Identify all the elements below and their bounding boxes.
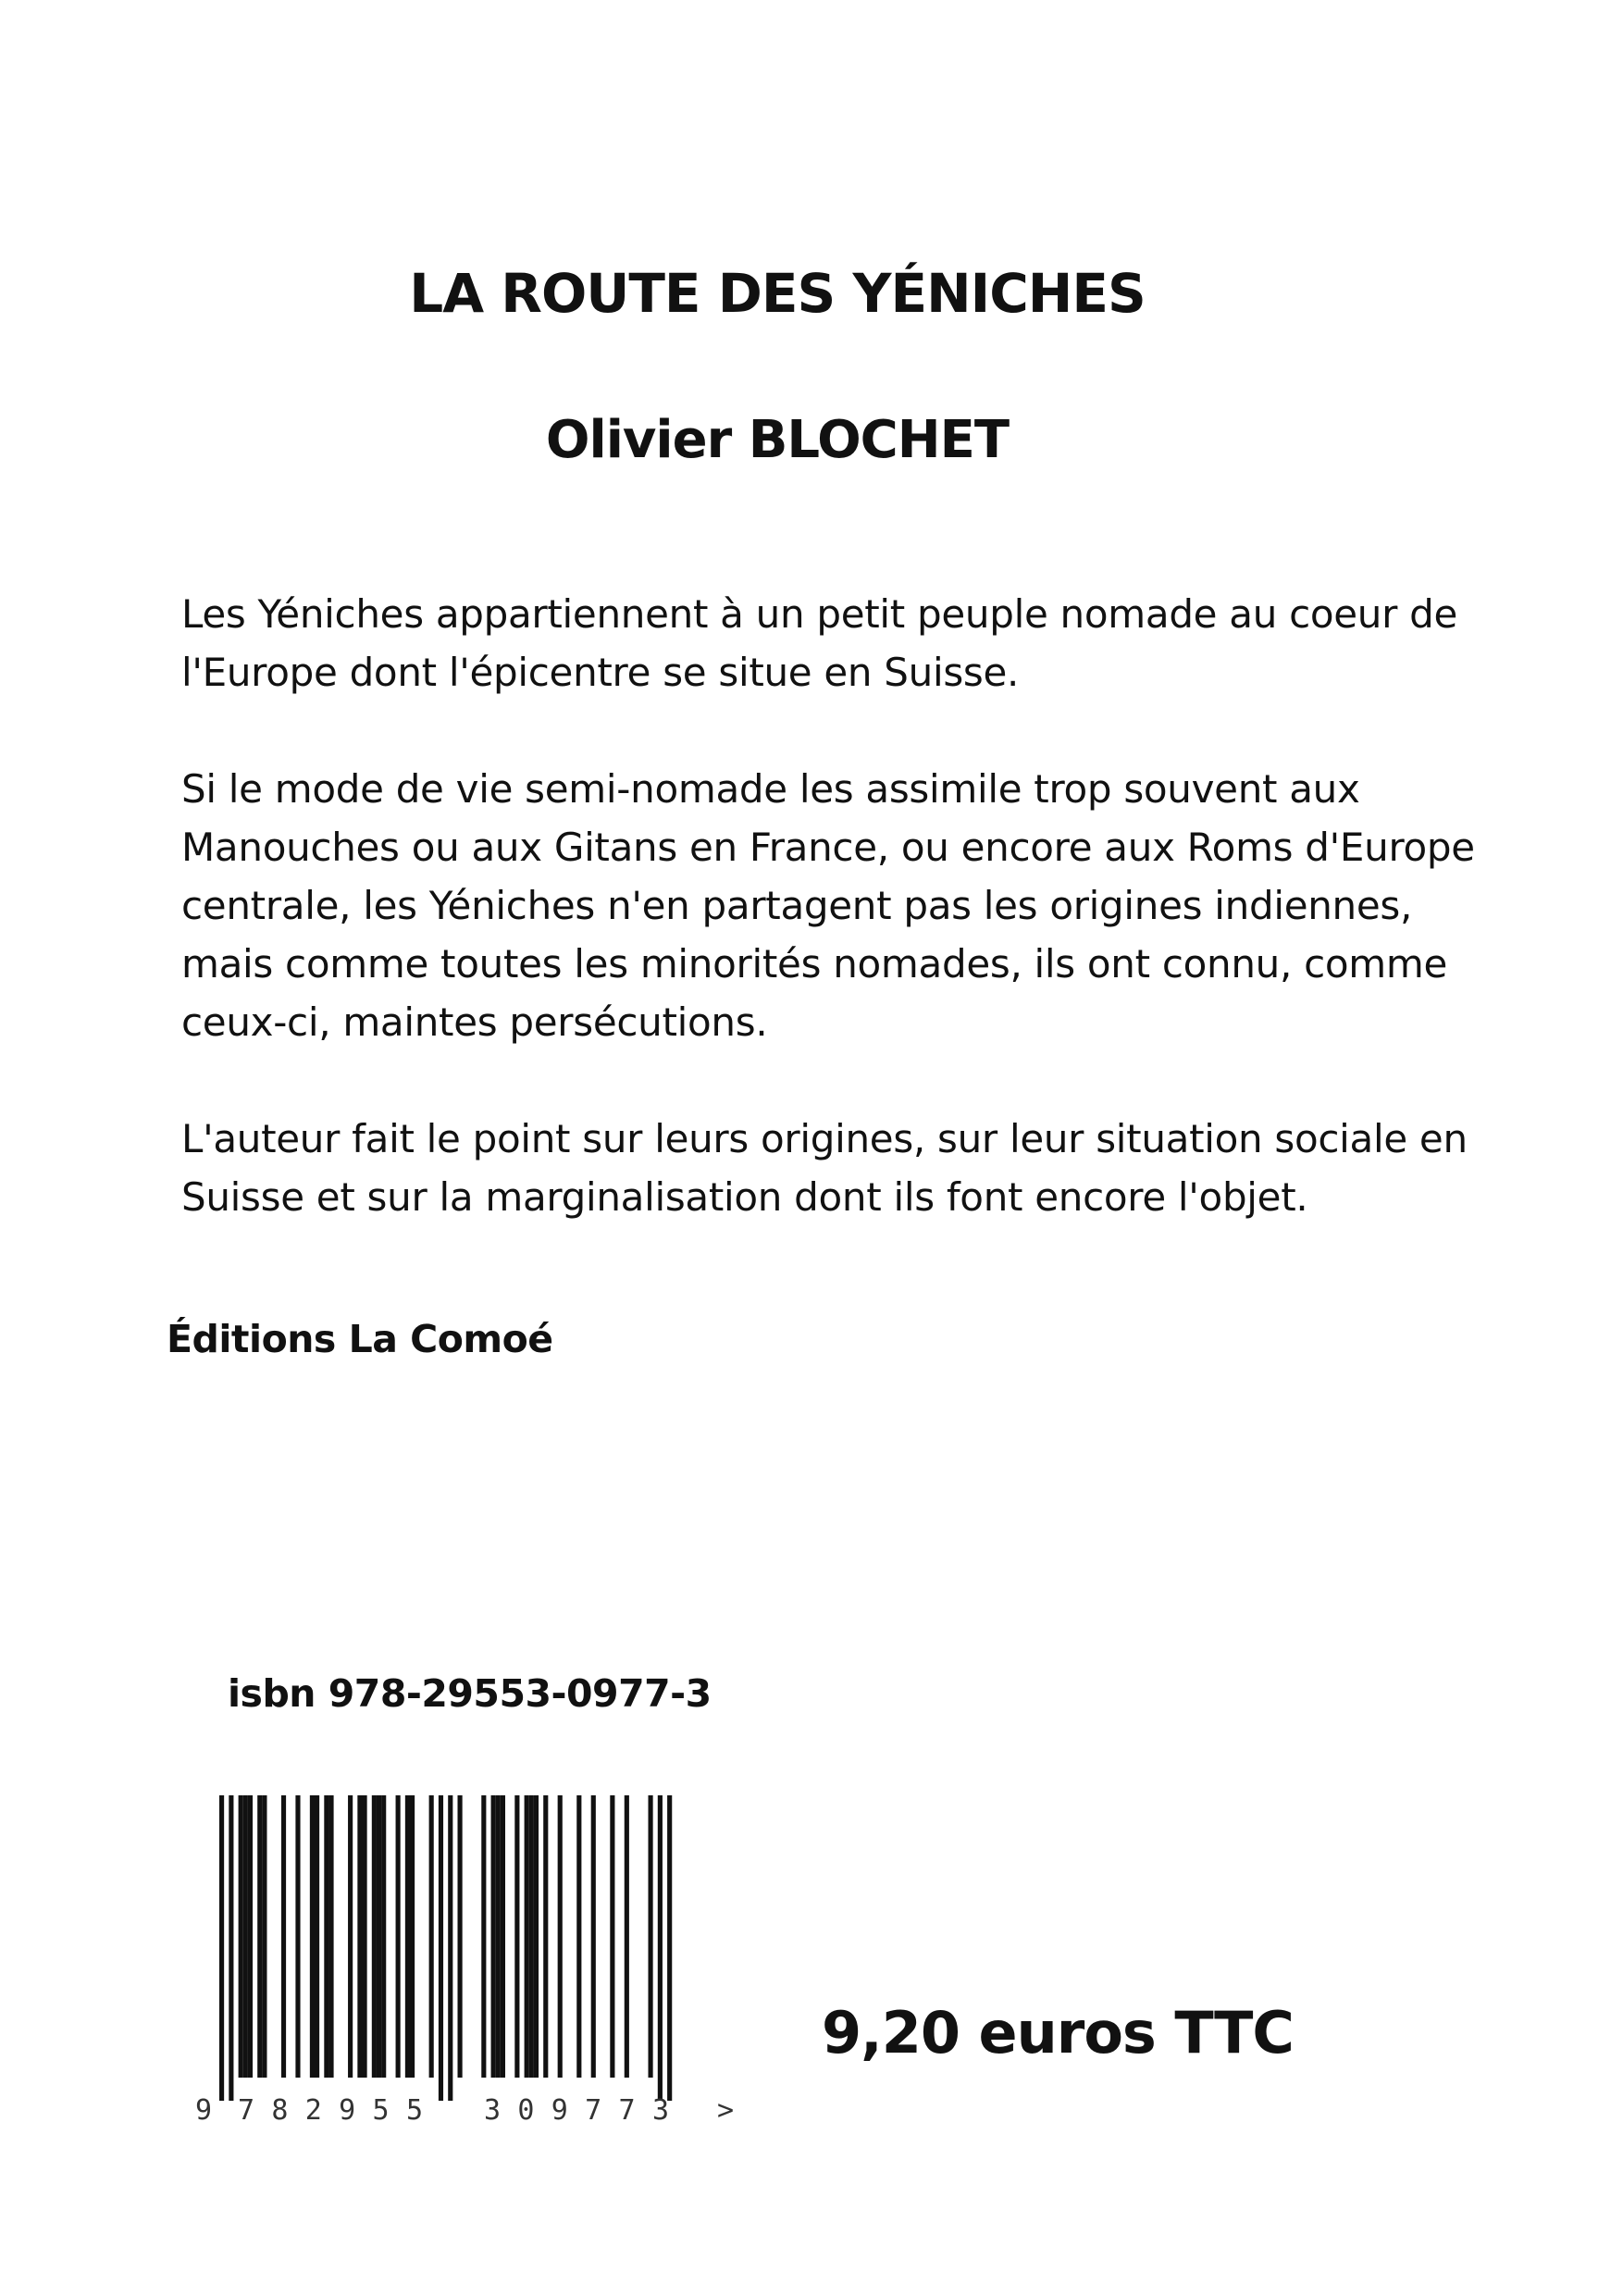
barcode-bar — [295, 1795, 300, 2078]
barcode-trail-mark: > — [717, 2094, 735, 2127]
barcode-bar — [558, 1795, 563, 2078]
barcode-bar — [405, 1795, 410, 2078]
barcode-bar — [501, 1795, 505, 2078]
barcode-bar — [448, 1795, 452, 2101]
author-name: Olivier BLOCHET — [545, 410, 1010, 470]
barcode-bar — [529, 1795, 534, 2078]
barcode-bar — [543, 1795, 548, 2078]
barcode-bar — [458, 1795, 463, 2078]
barcode-bar — [262, 1795, 266, 2078]
barcode-bar — [649, 1795, 653, 2078]
barcode-bar — [396, 1795, 401, 2078]
barcode-bar — [363, 1795, 367, 2078]
barcode-left-digits: 782955 — [238, 2094, 423, 2127]
publisher-name: Éditions La Comoé — [167, 1317, 553, 1361]
isbn-label: isbn 978-29553-0977-3 — [228, 1671, 712, 1716]
barcode-bar — [491, 1795, 496, 2078]
blurb-paragraph: Si le mode de vie semi-nomade les assimile trop souvent aux Manouches ou aux Gitans en France, ou encore aux Roms d'Europe centrale, les Yéniches n'en partagent pas les origines indiennes, mais comme toutes les minorités nomades, ils ont connu, comme ceux-ci, maintes persécutions. — [181, 766, 1475, 1045]
price-label: 9,20 euros TTC — [822, 1999, 1294, 2066]
barcode-bar — [481, 1795, 486, 2078]
barcode-bar — [591, 1795, 596, 2078]
barcode-bar — [576, 1795, 581, 2078]
blurb-paragraph: L'auteur fait le point sur leurs origines, sur leur situation sociale en Suisse et sur la marginalisation dont ils font encore l'objet. — [181, 1116, 1468, 1220]
barcode-bar — [534, 1795, 539, 2078]
barcode-bar — [439, 1795, 443, 2101]
barcode-bar — [229, 1795, 233, 2101]
barcode-bar — [243, 1795, 248, 2078]
barcode-bar — [248, 1795, 253, 2078]
barcode-bar — [410, 1795, 415, 2078]
ean13-barcode — [190, 1795, 763, 2138]
barcode-bar — [667, 1795, 672, 2101]
barcode-right-digits: 309773 — [484, 2094, 669, 2127]
barcode-bar — [496, 1795, 501, 2078]
barcode-bar — [377, 1795, 381, 2078]
barcode-bar — [381, 1795, 386, 2078]
barcode-bar — [310, 1795, 315, 2078]
barcode-bar — [239, 1795, 243, 2078]
barcode-bar — [610, 1795, 614, 2078]
barcode-bar — [324, 1795, 328, 2078]
barcode-lead-digit: 9 — [195, 2094, 213, 2127]
blurb-paragraph: Les Yéniches appartiennent à un petit peuple nomade au coeur de l'Europe dont l'épicentre se situe en Suisse. — [181, 591, 1458, 695]
book-title: LA ROUTE DES YÉNICHES — [409, 262, 1146, 325]
barcode-bar — [257, 1795, 262, 2078]
barcode-bar — [514, 1795, 519, 2078]
barcode-bar — [625, 1795, 629, 2078]
barcode-bars — [219, 1795, 672, 2101]
barcode-bar — [328, 1795, 333, 2078]
barcode-bar — [372, 1795, 377, 2078]
back-cover-blurb — [181, 585, 1514, 1285]
barcode-bar — [315, 1795, 319, 2078]
barcode-bar — [219, 1795, 224, 2101]
barcode-bar — [281, 1795, 286, 2078]
barcode-bar — [348, 1795, 353, 2078]
barcode-bar — [658, 1795, 663, 2101]
barcode-bar — [429, 1795, 434, 2078]
barcode-bar — [525, 1795, 529, 2078]
barcode-bar — [357, 1795, 362, 2078]
